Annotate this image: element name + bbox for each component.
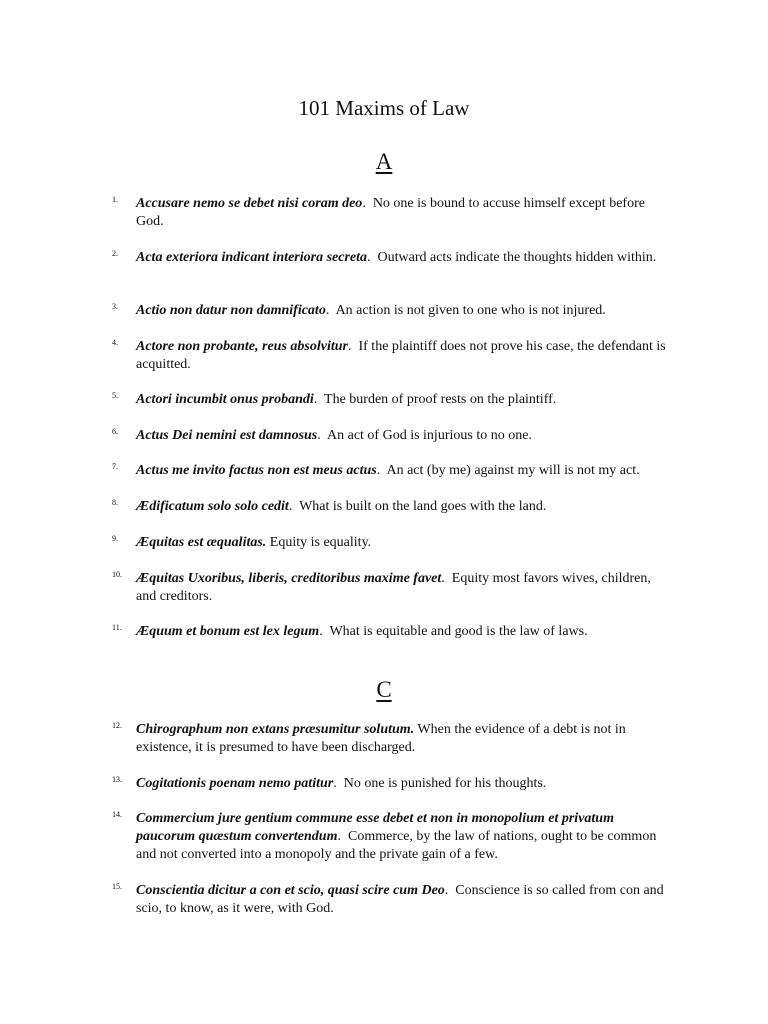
maxim-english: Commerce, by the law of nations, ought to be common and not converted into a monopoly and the private gain of a few. [136,829,657,862]
maxim-item: 6. Actus Dei nemini est damnosus. An act of God is injurious to no one. [112,427,532,443]
maxim-number: 8. [112,498,118,507]
maxim-item: 11. Æquum et bonum est lex legum. What is equitable and good is the law of laws. [112,623,588,639]
maxim-english: No one is bound to accuse himself except before God. [136,196,645,229]
maxim-item: 14. Commercium jure gentium commune esse debet et non in monopolium et privatum paucorum quæstum convertendum. Commerce, by the law of nations, ought to be common and not converted into a monopoly and the private gain of a few. [112,810,657,862]
maxim-latin: Chirographum non extans præsumitur solutum. [136,722,415,737]
section-heading-c: C [376,677,392,702]
maxim-number: 6. [112,427,118,436]
maxim-english: An action is not given to one who is not injured. [335,303,606,318]
maxim-number: 10. [112,570,122,579]
maxim-number: 5. [112,391,118,400]
maxim-english: What is built on the land goes with the land. [299,499,547,514]
maxim-item: 10. Æquitas Uxoribus, liberis, creditoribus maxime favet. Equity most favors wives, children, and creditors. [112,570,651,604]
maxim-latin: Accusare nemo se debet nisi coram deo [136,196,363,211]
maxim-latin: Æquitas est æqualitas. [136,535,267,550]
maxim-latin: Actore non probante, reus absolvitur [136,339,348,354]
maxim-english: Conscience is so called from con and scio, to know, as it were, with God. [136,883,664,916]
maxim-latin: Actus Dei nemini est damnosus [136,428,318,443]
maxim-item: 13. Cogitationis poenam nemo patitur. No one is punished for his thoughts. [112,775,547,791]
maxim-item: 15. Conscientia dicitur a con et scio, quasi scire cum Deo. Conscience is so called from con and scio, to know, as it were, with God. [112,882,664,916]
maxim-english: When the evidence of a debt is not in existence, it is presumed to have been discharged. [136,722,626,755]
maxim-english: If the plaintiff does not prove his case, the defendant is acquitted. [136,339,666,372]
maxim-item: 7. Actus me invito factus non est meus actus. An act (by me) against my will is not my act. [112,462,640,478]
maxim-number: 12. [112,721,122,730]
maxim-item: 1. Accusare nemo se debet nisi coram deo. No one is bound to accuse himself except before God. [112,195,645,229]
maxim-english: Outward acts indicate the thoughts hidden within. [377,250,657,265]
maxim-number: 9. [112,534,118,543]
maxim-number: 4. [112,338,118,347]
maxim-number: 2. [112,249,118,258]
maxim-number: 14. [112,810,122,819]
maxim-english: The burden of proof rests on the plaintiff. [324,392,557,407]
maxim-item: 5. Actori incumbit onus probandi. The burden of proof rests on the plaintiff. [112,391,557,407]
maxim-english: No one is punished for his thoughts. [343,776,547,791]
maxim-latin: Actori incumbit onus probandi [136,392,314,407]
maxim-latin: Cogitationis poenam nemo patitur [136,776,334,791]
maxim-english: Equity is equality. [269,535,372,550]
maxim-item: 8. Ædificatum solo solo cedit. What is built on the land goes with the land. [112,498,547,514]
maxim-number: 3. [112,302,118,311]
maxim-item: 3. Actio non datur non damnificato. An action is not given to one who is not injured. [112,302,606,318]
maxim-item [112,534,672,552]
maxim-number: 11. [112,623,122,632]
document-title: 101 Maxims of Law [298,96,470,120]
maxim-latin: Commercium jure gentium commune esse debet et non in monopolium et privatum paucorum quæstum convertendum [136,811,614,844]
maxim-english: An act of God is injurious to no one. [327,428,532,443]
maxim-item: 4. Actore non probante, reus absolvitur. If the plaintiff does not prove his case, the defendant is acquitted. [112,338,666,372]
maxim-item [112,721,672,757]
maxim-item: 2. Acta exteriora indicant interiora secreta. Outward acts indicate the thoughts hidden within. [112,249,657,265]
maxim-latin: Actus me invito factus non est meus actus [136,463,377,478]
maxim-latin: Actio non datur non damnificato [136,303,326,318]
maxim-latin: Conscientia dicitur a con et scio, quasi scire cum Deo [136,883,445,898]
maxim-latin: Acta exteriora indicant interiora secreta [136,250,367,265]
maxim-english: Equity most favors wives, children, and creditors. [136,571,651,604]
maxim-number: 15. [112,882,122,891]
maxim-latin: Ædificatum solo solo cedit [136,499,289,514]
section-heading-a: A [375,149,393,174]
maxim-latin: Æquum et bonum est lex legum [136,624,320,639]
maxim-number: 13. [112,775,122,784]
maxim-english: An act (by me) against my will is not my act. [386,463,640,478]
maxim-number: 7. [112,462,118,471]
maxim-english: What is equitable and good is the law of laws. [329,624,588,639]
maxim-number: 1. [112,195,118,204]
maxim-latin: Æquitas Uxoribus, liberis, creditoribus maxime favet [136,571,442,586]
